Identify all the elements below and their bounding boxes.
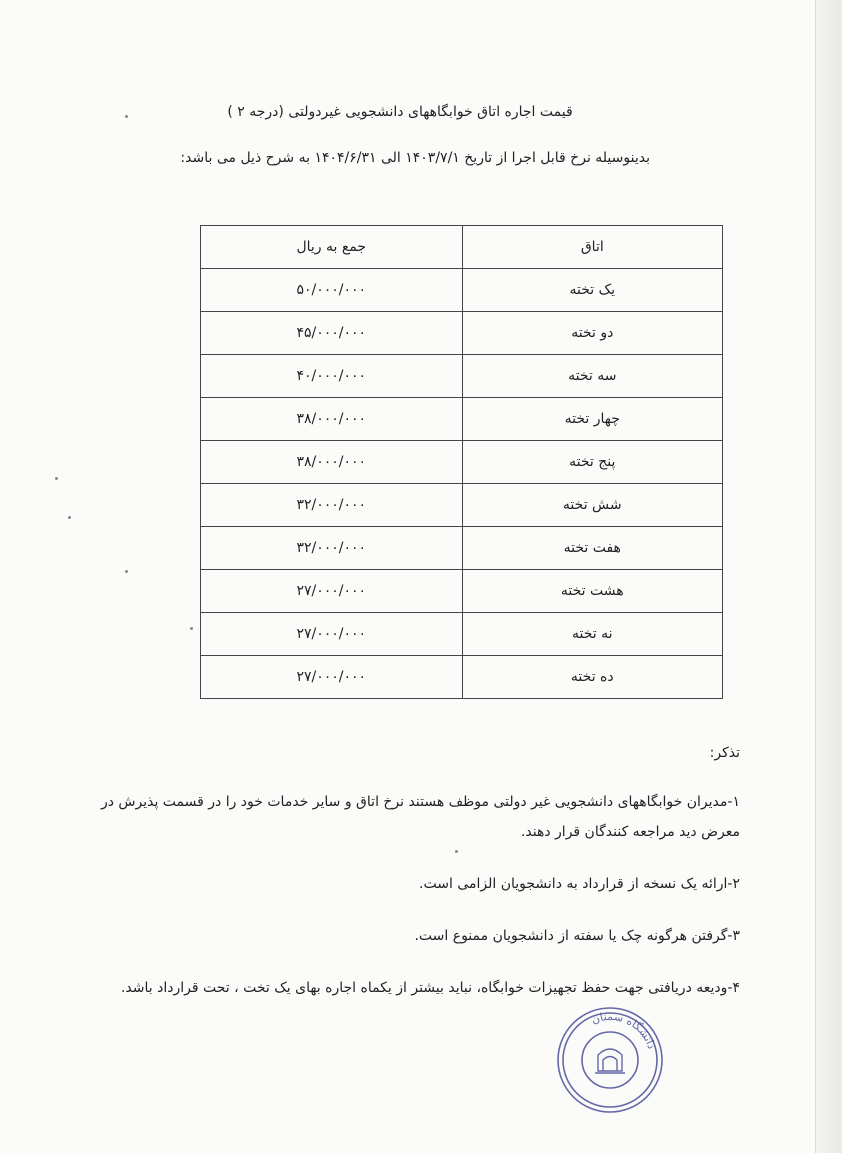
note-item: ۱-مدیران خوابگاههای دانشجویی غیر دولتی موظف هستند نرخ اتاق و سایر خدمات خود را در قسمت پذیرش در معرض دید مراجعه کنندگان قرار دهند.	[100, 794, 740, 840]
total-cell: ۲۷/۰۰۰/۰۰۰	[201, 613, 463, 656]
total-cell: ۴۵/۰۰۰/۰۰۰	[201, 312, 463, 355]
table-row	[201, 441, 723, 484]
note-item: ۳-گرفتن هرگونه چک یا سفته از دانشجویان ممنوع است.	[414, 928, 740, 944]
page-edge	[815, 0, 842, 1153]
table-row	[201, 656, 723, 699]
table-row	[201, 570, 723, 613]
note-item: ۴-ودیعه دریافتی جهت حفظ تجهیزات خوابگاه، نباید بیشتر از یکماه اجاره بهای یک تخت ، تحت قرارداد باشد.	[120, 980, 740, 996]
total-cell: ۲۷/۰۰۰/۰۰۰	[201, 656, 463, 699]
note-item: ۲-ارائه یک نسخه از قرارداد به دانشجویان الزامی است.	[419, 876, 740, 892]
room-cell: سه تخته	[462, 355, 722, 398]
table-row	[201, 613, 723, 656]
paper-speck	[455, 850, 458, 853]
room-cell: چهار تخته	[462, 398, 722, 441]
room-cell: دو تخته	[462, 312, 722, 355]
university-seal	[555, 1005, 665, 1115]
room-cell: یک تخته	[462, 269, 722, 312]
paper-speck	[190, 627, 193, 630]
total-cell: ۳۸/۰۰۰/۰۰۰	[201, 441, 463, 484]
total-cell: ۴۰/۰۰۰/۰۰۰	[201, 355, 463, 398]
notes-section	[90, 745, 740, 1025]
room-cell: هفت تخته	[462, 527, 722, 570]
paper-speck	[125, 115, 128, 118]
total-cell: ۳۲/۰۰۰/۰۰۰	[201, 484, 463, 527]
table-row	[201, 355, 723, 398]
table-header-row	[201, 226, 723, 269]
total-cell: ۳۲/۰۰۰/۰۰۰	[201, 527, 463, 570]
total-cell: ۲۷/۰۰۰/۰۰۰	[201, 570, 463, 613]
document-subtitle: بدینوسیله نرخ قابل اجرا از تاریخ ۱۴۰۳/۷/۱ الی ۱۴۰۴/۶/۳۱ به شرح ذیل می باشد:	[180, 150, 650, 166]
paper-speck	[68, 516, 71, 519]
rates-table	[200, 225, 723, 699]
seal-rings	[558, 1008, 662, 1112]
table-row	[201, 398, 723, 441]
notes-heading: تذکر:	[709, 745, 740, 761]
seal-text: دانشگاه سمنان	[589, 1009, 659, 1051]
room-cell: شش تخته	[462, 484, 722, 527]
seal-emblem	[595, 1049, 625, 1073]
paper-speck	[125, 570, 128, 573]
table-row	[201, 484, 723, 527]
total-cell: ۵۰/۰۰۰/۰۰۰	[201, 269, 463, 312]
room-cell: پنج تخته	[462, 441, 722, 484]
room-cell: نه تخته	[462, 613, 722, 656]
header-total: جمع به ریال	[201, 226, 463, 269]
table-row	[201, 269, 723, 312]
table-row	[201, 312, 723, 355]
paper-speck	[55, 477, 58, 480]
room-cell: ده تخته	[462, 656, 722, 699]
room-cell: هشت تخته	[462, 570, 722, 613]
total-cell: ۳۸/۰۰۰/۰۰۰	[201, 398, 463, 441]
table-row	[201, 527, 723, 570]
header-room: اتاق	[462, 226, 722, 269]
document-title: قیمت اجاره اتاق خوابگاههای دانشجویی غیردولتی (درجه ۲ )	[227, 104, 573, 120]
